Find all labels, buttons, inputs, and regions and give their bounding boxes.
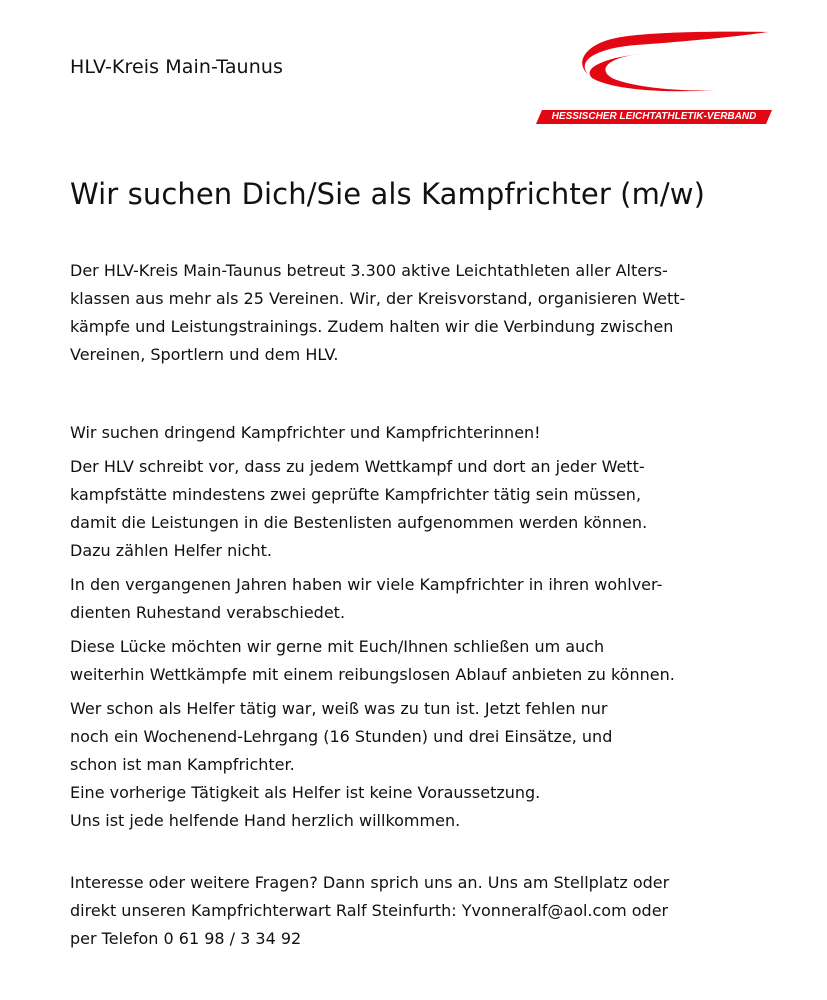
text-line: noch ein Wochenend-Lehrgang (16 Stunden) und drei Einsätze, und [70, 727, 613, 746]
document-body [70, 257, 770, 953]
text-line: kämpfe und Leistungstrainings. Zudem halten wir die Verbindung zwischen [70, 317, 674, 336]
text-line: kampfstätte mindestens zwei geprüfte Kampfrichter tätig sein müssen, [70, 485, 642, 504]
paragraph-helpers [70, 695, 770, 835]
paragraph-retirement [70, 571, 770, 627]
paragraph-gap [70, 633, 770, 689]
text-line: direkt unseren Kampfrichterwart Ralf Steinfurth: Yvonneralf@aol.com oder [70, 901, 669, 920]
page-headline: Wir suchen Dich/Sie als Kampfrichter (m/w) [70, 177, 706, 211]
organization-name: HLV-Kreis Main-Taunus [70, 56, 283, 78]
logo-text: HESSISCHER LEICHTATHLETIK-VERBAND [551, 111, 757, 122]
logo-swoosh-upper [582, 32, 768, 74]
text-line: Uns ist jede helfende Hand herzlich willkommen. [70, 811, 461, 830]
text-line: klassen aus mehr als 25 Vereinen. Wir, der Kreisvorstand, organisieren Wett- [70, 289, 686, 308]
text-line: Interesse oder weitere Fragen? Dann sprich uns an. Uns am Stellplatz oder [70, 873, 670, 892]
text-line: Wir suchen dringend Kampfrichter und Kampfrichterinnen! [70, 423, 541, 442]
text-line: weiterhin Wettkämpfe mit einem reibungslosen Ablauf anbieten zu können. [70, 665, 675, 684]
text-line: Dazu zählen Helfer nicht. [70, 541, 272, 560]
text-line: In den vergangenen Jahren haben wir viele Kampfrichter in ihren wohlver- [70, 575, 663, 594]
hlv-logo [536, 28, 772, 128]
text-line: Der HLV schreibt vor, dass zu jedem Wettkampf und dort an jeder Wett- [70, 457, 645, 476]
text-line: damit die Leistungen in die Bestenlisten aufgenommen werden können. [70, 513, 648, 532]
text-line: dienten Ruhestand verabschiedet. [70, 603, 346, 622]
paragraph-call [70, 419, 770, 447]
text-line: Eine vorherige Tätigkeit als Helfer ist keine Voraussetzung. [70, 783, 541, 802]
paragraph-contact [70, 869, 770, 953]
paragraph-intro [70, 257, 770, 369]
text-line: Der HLV-Kreis Main-Taunus betreut 3.300 aktive Leichtathleten aller Alters- [70, 261, 668, 280]
text-line: Vereinen, Sportlern und dem HLV. [70, 345, 339, 364]
text-line: schon ist man Kampfrichter. [70, 755, 295, 774]
text-line: per Telefon 0 61 98 / 3 34 92 [70, 929, 302, 948]
paragraph-rules [70, 453, 770, 565]
text-line: Wer schon als Helfer tätig war, weiß was zu tun ist. Jetzt fehlen nur [70, 699, 608, 718]
text-line: Diese Lücke möchten wir gerne mit Euch/Ihnen schließen um auch [70, 637, 605, 656]
logo-swoosh-lower [590, 54, 716, 91]
